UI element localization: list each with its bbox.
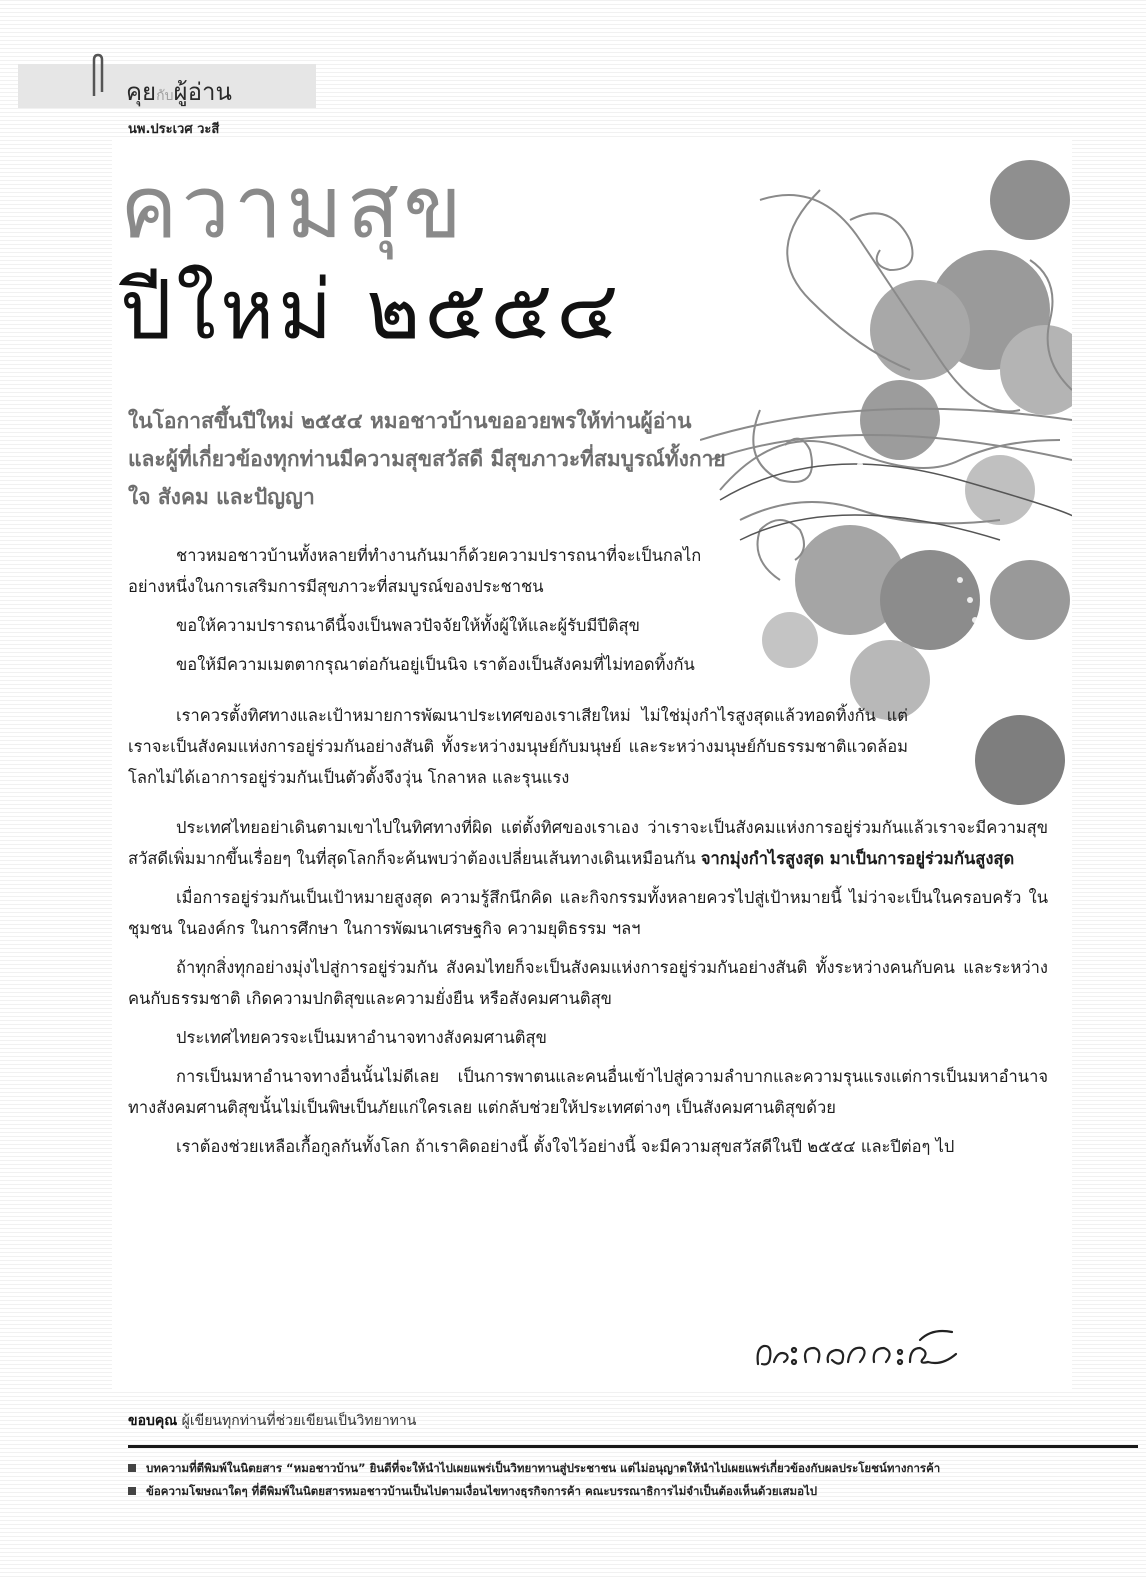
headline-line-2: ปีใหม่ ๒๕๕๔ xyxy=(120,263,623,358)
lead-paragraph: ในโอกาสขึ้นปีใหม่ ๒๕๕๔ หมอชาวบ้านขออวยพรให้ท่านผู้อ่านและผู้ที่เกี่ยวข้องทุกท่านมีความสุขสวัสดี มีสุขภาวะที่สมบูรณ์ทั้งกาย ใจ สังคม และปัญญา xyxy=(128,409,726,509)
thanks-label: ขอบคุณ xyxy=(128,1413,178,1429)
body-paragraph-4: เราควรตั้งทิศทางและเป้าหมายการพัฒนาประเทศของเราเสียใหม่ ไม่ใช่มุ่งกำไรสูงสุดแล้วทอดทิ้งกัน แต่เราจะเป็นสังคมแห่งการอยู่ร่วมกันอย่างสันติ ทั้งระหว่างมนุษย์กับมนุษย์ และระหว่างมนุษย์กับธรรมชาติแวดล้อม โลกไม่ได้เอาการอยู่ร่วมกันเป็นตัวตั้งจึงวุ่น โกลาหล และรุนแรง xyxy=(128,706,908,787)
body-column-wide xyxy=(128,812,1048,1170)
body-paragraph-1: ชาวหมอชาวบ้านทั้งหลายที่ทำงานกันมาก็ด้วยความปรารถนาที่จะเป็นกลไกอย่างหนึ่งในการเสริมการมีสุขภาวะที่สมบูรณ์ของประชาชน xyxy=(128,546,702,596)
body-paragraph-10: เราต้องช่วยเหลือเกื้อกูลกันทั้งโลก ถ้าเราคิดอย่างนี้ ตั้งใจไว้อย่างนี้ จะมีความสุขสวัสดีในปี ๒๕๕๔ และปีต่อๆ ไป xyxy=(176,1137,955,1156)
author-name: นพ.ประเวศ วะสี xyxy=(128,122,220,137)
section-title xyxy=(126,72,232,111)
square-bullet-icon xyxy=(128,1464,136,1472)
headline-line-1: ความสุข xyxy=(120,158,467,258)
body-paragraph-5-emphasis: จากมุ่งกำไรสูงสุด มาเป็นการอยู่ร่วมกันสูงสุด xyxy=(700,849,1015,868)
paperclip-icon xyxy=(88,52,108,100)
body-paragraph-3: ขอให้มีความเมตตากรุณาต่อกันอยู่เป็นนิจ เราต้องเป็นสังคมที่ไม่ทอดทิ้งกัน xyxy=(176,655,695,674)
square-bullet-icon xyxy=(128,1487,136,1495)
footnote-item xyxy=(128,1460,1138,1478)
footnote-item xyxy=(128,1483,1138,1501)
body-paragraph-5-text: ประเทศไทยอย่าเดินตามเขาไปในทิศทางที่ผิด แต่ตั้งทิศของเราเอง ว่าเราจะเป็นสังคมแห่งการอยู่ร่วมกันแล้วเราจะมีความสุขสวัสดีเพิ่มมากขึ้นเรื่อยๆ ในที่สุดโลกก็จะค้นพบว่าต้องเปลี่ยนเส้นทางเดินเหมือนกัน xyxy=(128,818,1048,868)
body-paragraph-6: เมื่อการอยู่ร่วมกันเป็นเป้าหมายสูงสุด ความรู้สึกนึกคิด และกิจกรรมทั้งหลายควรไปสู่เป้าหมายนี้ ไม่ว่าจะเป็นในครอบครัว ในชุมชน ในองค์กร ในการศึกษา ในการพัฒนาเศรษฐกิจ ความยุติธรรม ฯลฯ xyxy=(128,888,1048,938)
body-paragraph-7: ถ้าทุกสิ่งทุกอย่างมุ่งไปสู่การอยู่ร่วมกัน สังคมไทยก็จะเป็นสังคมแห่งการอยู่ร่วมกันอย่างสันติ ทั้งระหว่างคนกับคน และระหว่างคนกับธรรมชาติ เกิดความปกติสุขและความยั่งยืน หรือสังคมศานติสุข xyxy=(128,958,1048,1008)
thanks-text: ผู้เขียนทุกท่านที่ช่วยเขียนเป็นวิทยาทาน xyxy=(177,1413,417,1429)
footnotes xyxy=(128,1460,1138,1506)
body-paragraph-2: ขอให้ความปรารถนาดีนี้จงเป็นพลวปัจจัยให้ทั้งผู้ให้และผู้รับมีปีติสุข xyxy=(176,616,640,635)
section-title-part2: กับ xyxy=(156,88,174,104)
footer-rule xyxy=(128,1445,1138,1448)
body-paragraph-9: การเป็นมหาอำนาจทางอื่นนั้นไม่ดีเลย เป็นการพาตนและคนอื่นเข้าไปสู่ความลำบากและความรุนแรงแต่การเป็นมหาอำนาจทางสังคมศานติสุขนั้นไม่เป็นพิษเป็นภัยแก่ใครเลย แต่กลับช่วยให้ประเทศต่างๆ เป็นสังคมศานติสุขด้วย xyxy=(128,1067,1048,1117)
section-title-part1: คุย xyxy=(126,78,157,106)
footnote-text: ข้อความโฆษณาใดๆ ที่ตีพิมพ์ในนิตยสารหมอชาวบ้านเป็นไปตามเงื่อนไขทางธุรกิจการค้า คณะบรรณาธิการไม่จำเป็นต้องเห็นด้วยเสมอไป xyxy=(146,1484,818,1498)
body-column-medium xyxy=(128,700,908,801)
body-paragraph-8: ประเทศไทยควรจะเป็นมหาอำนาจทางสังคมศานติสุข xyxy=(176,1028,547,1047)
body-paragraph-5 xyxy=(128,812,1048,874)
handwritten-signature xyxy=(752,1318,962,1378)
footnote-text: บทความที่ตีพิมพ์ในนิตยสาร “หมอชาวบ้าน” ยินดีที่จะให้นำไปเผยแพร่เป็นวิทยาทานสู่ประชาชน แต่ไม่อนุญาตให้นำไปเผยแพร่เกี่ยวข้องกับผลประโยชน์ทางการค้า xyxy=(146,1461,941,1475)
section-title-part3: ผู้อ่าน xyxy=(173,78,232,106)
thanks-line xyxy=(128,1410,416,1432)
body-column-narrow xyxy=(128,540,728,688)
